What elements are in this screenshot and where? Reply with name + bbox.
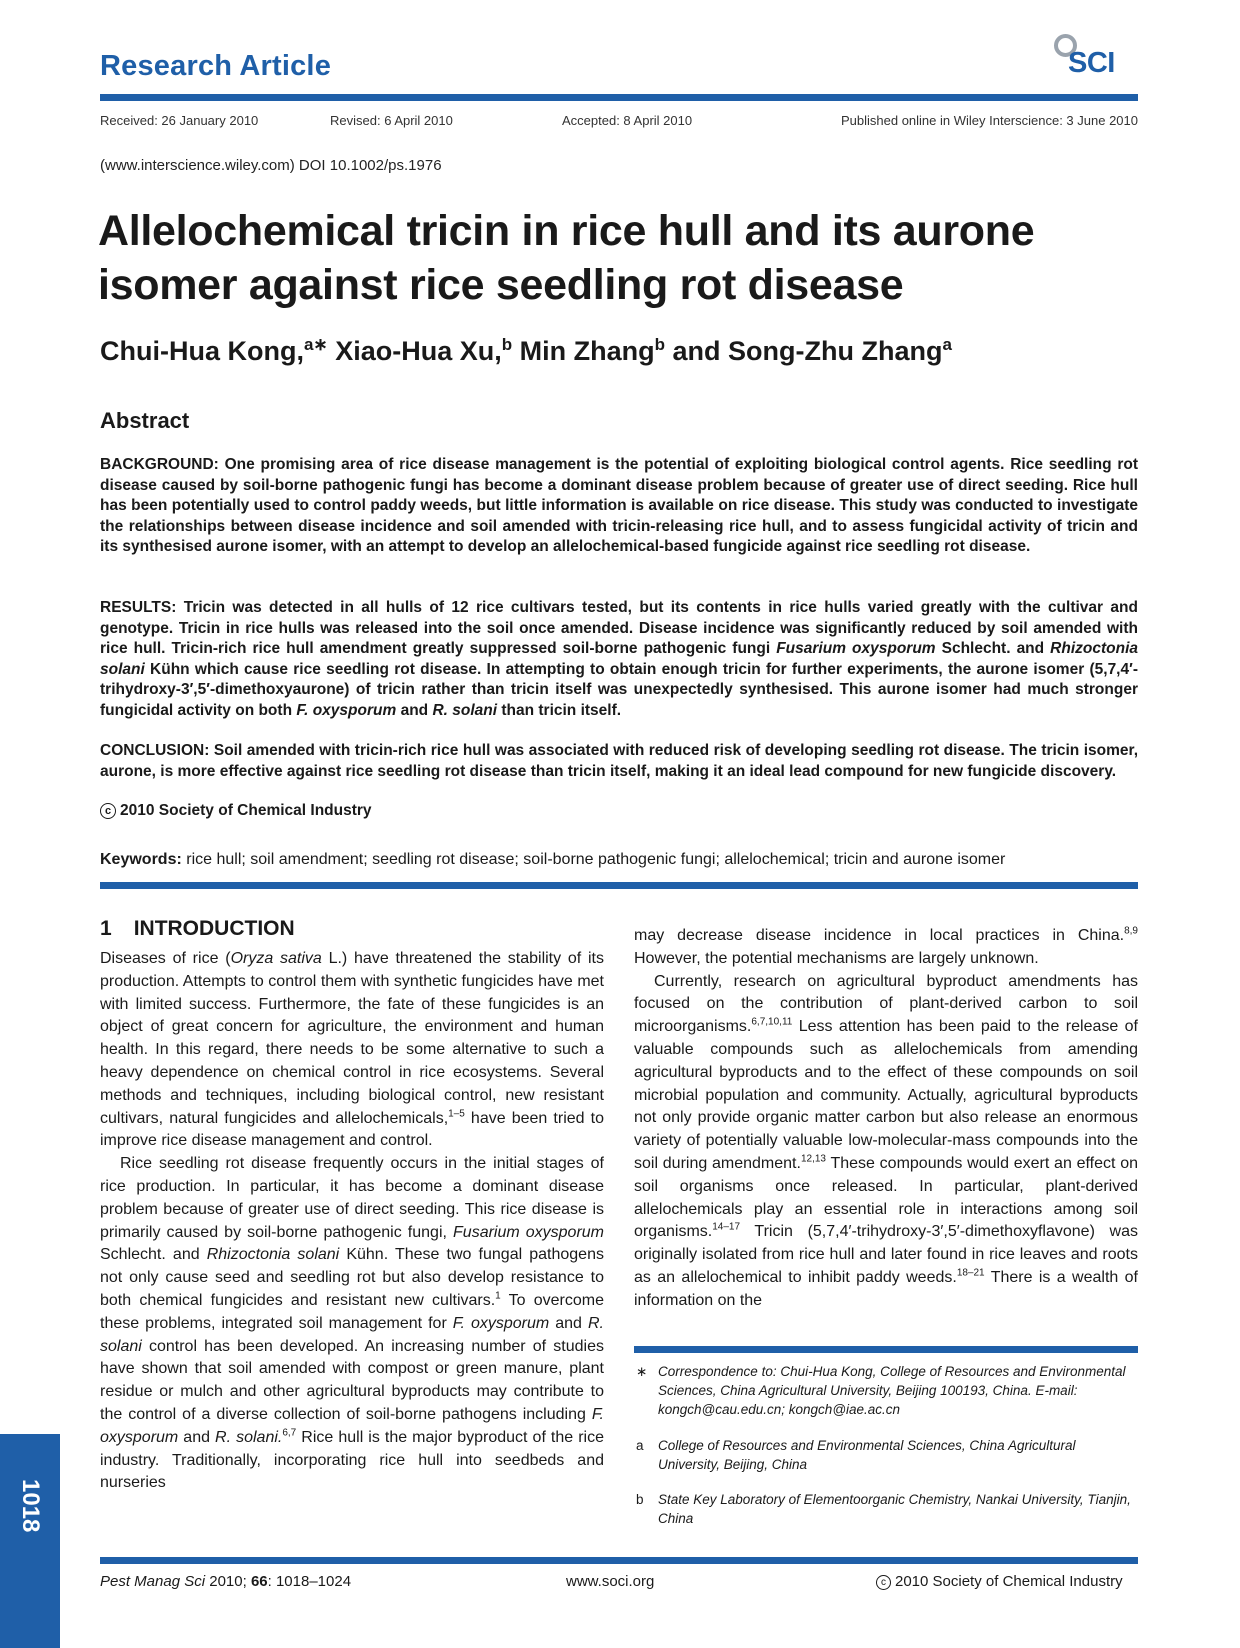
copyright-icon: c [100, 803, 116, 819]
author-affiliation-mark: b [654, 335, 665, 354]
body-column-right [634, 925, 1138, 1313]
author-affiliation-mark: a∗ [303, 335, 328, 354]
footer-copyright: c 2010 Society of Chemical Industry [876, 1573, 1123, 1590]
footer-rule [100, 1557, 1138, 1564]
journal-website-link[interactable]: www.soci.org [566, 1573, 655, 1590]
page-number-tab [0, 1434, 60, 1648]
keywords-text: rice hull; soil amendment; seedling rot disease; soil-borne pathogenic fungi; allelochemical; tricin and aurone isomer [181, 851, 1006, 868]
abstract-results: RESULTS: Tricin was detected in all hulls of 12 rice cultivars tested, but its contents in rice hulls varied greatly with the cultivar and genotype. Tricin in rice hulls was released into the soil once amended. Disease incidence was significantly reduced by soil amended with rice hull. Tricin-rich rice hull amendment greatly suppressed soil-borne pathogenic fungi Fusarium oxysporum Schlecht. and Rhizoctonia solani Kühn which cause rice seedling rot disease. In attempting to obtain enough tricin for further experiments, the aurone isomer (5,7,4′-trihydroxy-3′,5′-dimethoxyaurone) of tricin rather than tricin itself was unexpectedly synthesised. This aurone isomer had much stronger fungicidal activity on both F. oxysporum and R. solani than tricin itself. [100, 599, 1139, 719]
soci-logo [1052, 30, 1142, 85]
abstract-heading: Abstract [100, 408, 190, 433]
correspondence-footnote: ∗ Correspondence to: Chui-Hua Kong, College of Resources and Environmental Sciences, China Agricultural University, Beijing 100193, China. E-mail: kongch@cau.edu.cn; kongch@iae.ac.cn [636, 1364, 1126, 1417]
body-paragraph: Currently, research on agricultural byproduct amendments has focused on the contribution of plant-derived carbon to soil microorganisms.$^{6,7,10,11}$ Less attention has been paid to the release of valuable compounds such as allelochemicals from amending agricultural byproducts and to the effect of these compounds on soil microbial population and community. Actually, agricultural byproducts not only provide organic matter carbon but also release an enormous variety of potentially valuable low-molecular-mass compounds into the soil during amendment.$^{12,13}$ These compounds would exert an effect on soil organisms once released. In particular, plant-derived allelochemicals play an essential role in interactions among soil organisms.$^{14-17}$ Tricin (5,7,4′-trihydroxy-3′,5′-dimethoxyflavone) was originally isolated from rice hull and later found in rice leaves and roots as an allelochemical to inhibit paddy weeds.$^{18-21}$ There is a wealth of information on the [634, 972, 1139, 1309]
author-name: Min Zhang [519, 336, 655, 366]
author-name: and Song-Zhu Zhang [672, 336, 943, 366]
abstract-rule [100, 882, 1138, 889]
keywords-label: Keywords: [100, 851, 182, 868]
body-column-left [100, 948, 604, 1495]
logo-text: SCI [1068, 47, 1115, 79]
affiliation-footnote-a: a College of Resources and Environmental Sciences, China Agricultural University, Beijing, China [636, 1438, 1076, 1472]
body-paragraph: Rice seedling rot disease frequently occurs in the initial stages of rice production. In particular, it has become a dominant disease problem because of greater use of direct seeding. This rice disease is primarily caused by soil-borne pathogenic fungi, Fusarium oxysporum Schlecht. and Rhizoctonia solani Kühn. These two fungal pathogens not only cause seed and seedling rot but also develop resistance to both chemical fungicides and resistant new cultivars.$^1$ To overcome these problems, integrated soil management for F. oxysporum and R. solani control has been developed. An increasing number of studies have shown that soil amended with compost or green manure, plant residue or mulch and other agricultural byproducts may contribute to the control of a diverse collection of soil-borne pathogens including F. oxysporum and R. solani.$^{6,7}$ Rice hull is the major byproduct of the rice industry. Traditionally, incorporating rice hull into seedbeds and nurseries [100, 1155, 605, 1492]
affiliation-footnote-b: b State Key Laboratory of Elementoorganic Chemistry, Nankai University, Tianjin, China [636, 1492, 1131, 1526]
author-affiliation-mark: a [942, 335, 952, 354]
revised-date: Revised: 6 April 2010 [330, 113, 453, 128]
page-number: 1018 [17, 1479, 44, 1533]
article-title: Allelochemical tricin in rice hull and its aurone isomer against rice seedling rot disease [98, 207, 1035, 309]
author-name: Xiao-Hua Xu, [335, 336, 502, 366]
article-type-heading: Research Article [100, 50, 332, 82]
author-name: Chui-Hua Kong, [100, 336, 304, 366]
abstract-background: BACKGROUND: One promising area of rice disease management is the potential of exploiting biological control agents. Rice seedling rot disease caused by soil-borne pathogenic fungi has become a dominant disease problem because of greater use of direct seeding. Rice hull has been potentially used to control paddy weeds, but little information is available on rice disease. This study was conducted to investigate the relationships between disease incidence and soil amended with tricin-releasing rice hull, and to assess fungicidal activity of tricin and its synthesised aurone isomer, with an attempt to develop an allelochemical-based fungicide against rice seedling rot disease. [100, 456, 1138, 555]
published-date: Published online in Wiley Interscience: 3 June 2010 [840, 113, 1138, 128]
body-paragraph: may decrease disease incidence in local practices in China.$^{8,9}$ However, the potential mechanisms are largely unknown. [634, 925, 1138, 967]
author-affiliation-mark: b [501, 335, 513, 354]
abstract-conclusion: CONCLUSION: Soil amended with tricin-rich rice hull was associated with reduced risk of developing seedling rot disease. The tricin isomer, aurone, is more effective against rice seedling rot disease than tricin itself, making it an ideal lead compound for new fungicide discovery. [100, 742, 1138, 780]
body-paragraph: Diseases of rice (Oryza sativa L.) have threatened the stability of its production. Attempts to control them with synthetic fungicides have met with limited success. Furthermore, the fate of these fungicides is an object of great concern for agriculture, the environment and human health. In this regard, there needs to be some alternative to such a heavy dependence on chemical control in rice ecosystems. Several methods and techniques, including biological control, new resistant cultivars, natural fungicides and allelochemicals,$^{1-5}$ have been tried to improve rice disease management and control. [100, 950, 604, 1150]
keywords-line [100, 851, 1005, 869]
header-rule [100, 94, 1138, 101]
abstract-copyright: c 2010 Society of Chemical Industry [100, 802, 372, 820]
journal-citation: Pest Manag Sci 2010; 66: 1018–1024 [100, 1573, 352, 1590]
copyright-icon: c [876, 1575, 891, 1590]
received-date: Received: 26 January 2010 [100, 113, 259, 128]
doi-line[interactable]: (www.interscience.wiley.com) DOI 10.1002/ps.1976 [100, 157, 442, 174]
author-list [100, 335, 952, 367]
accepted-date: Accepted: 8 April 2010 [562, 113, 693, 128]
section-heading-introduction: 1 INTRODUCTION [100, 917, 295, 940]
footnote-rule [634, 1346, 1138, 1353]
